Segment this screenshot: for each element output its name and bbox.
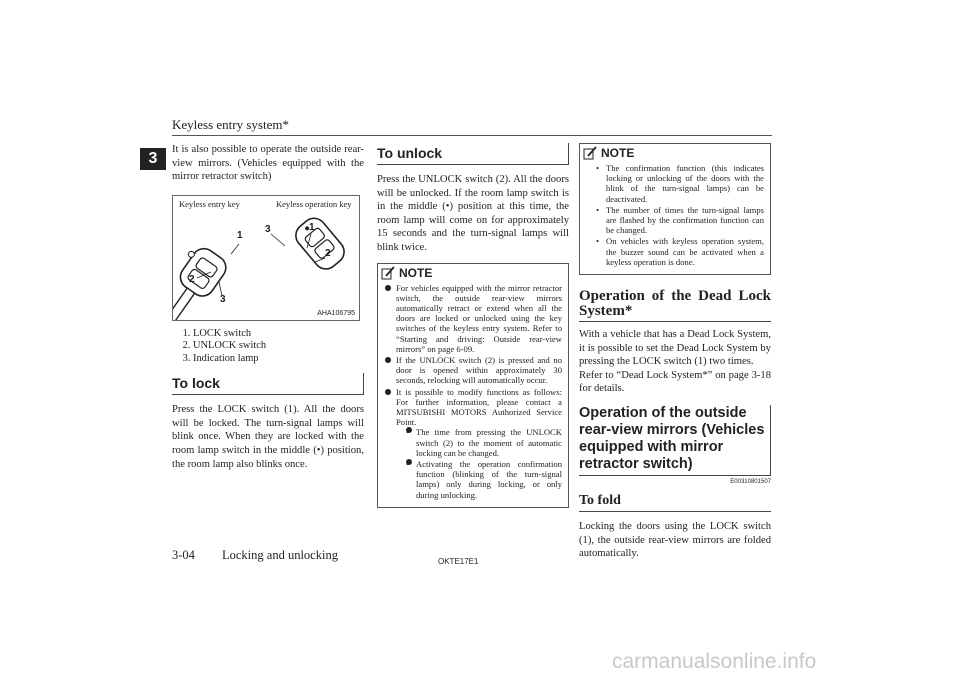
section-code: E00310801507 (730, 479, 771, 485)
note-list (586, 163, 764, 267)
note-item: If the UNLOCK switch (2) is pressed and no door is opened within approximately 30 seconds, relocking will automatically occur. (384, 355, 562, 386)
note-list (384, 283, 562, 500)
note-sublist (396, 427, 562, 499)
callout-2-right: 2 (325, 247, 331, 259)
note-box-right (579, 143, 771, 275)
note-item: • The confirmation function (this indicates locking or unlocking of the doors with the blink of the turn-signal lamps) can be deactivated. (596, 163, 764, 204)
dead-lock-heading-line1 (579, 289, 771, 304)
note-subitem: • Activating the operation confirmation function (blinking of the turn-signal lamps) only during locking, or only during unlocking. (406, 459, 562, 500)
figure-id: AHA106795 (317, 309, 355, 317)
page-header (172, 117, 772, 136)
note-item: For vehicles equipped with the mirror retractor switch, the outside rear-view mirrors automatically retract or extend when all the doors are locked or unlocked using the key switches of the keyless entry system. Refer to “Starting and driving: Outside rear-view mirrors” on page 6-09. (384, 283, 562, 354)
callout-1-right: 1 (309, 221, 315, 233)
figure-legend (172, 328, 364, 366)
intro-paragraph: It is also possible to operate the outside rear-view mirrors. (Vehicles equipped with the mirror retractor switch) (172, 144, 364, 183)
note-header (583, 146, 764, 160)
page-header-title: Keyless entry system* (172, 117, 289, 132)
note-header (381, 266, 562, 280)
note-item (384, 387, 562, 500)
footer-page-number: 3-04 (172, 548, 195, 562)
note-box (377, 263, 569, 508)
note-label: NOTE (399, 265, 433, 280)
to-unlock-paragraph: Press the UNLOCK switch (2). All the doors will be unlocked. If the room lamp switch is in the middle (•) position at this time, the room lamp will come on for approximately 15 seconds and the turn-signal lamps will blink twice. (377, 174, 569, 253)
mirror-heading: Operation of the outside rear-view mirrors (Vehicles equipped with mirror retractor switch) (579, 405, 765, 472)
note-item-text: It is possible to modify functions as follows: For further information, please contact a MITSUBISHI MOTORS Authorized Service Point. (396, 386, 562, 428)
dead-lock-reference: Refer to “Dead Lock System*” on page 3-18 for details. (579, 369, 771, 395)
to-lock-paragraph: Press the LOCK switch (1). All the doors will be locked. The turn-signal lamps will blink once. When they are locked with the room lamp switch in the middle (•) position, the room lamp also blinks once. (172, 404, 364, 470)
callout-3-left: 3 (220, 293, 226, 305)
pen-note-icon (583, 146, 597, 160)
heading-word: the (671, 288, 692, 305)
dead-lock-paragraph: With a vehicle that has a Dead Lock System, it is possible to set the Dead Lock System by pressing the LOCK switch (1) two times. (579, 329, 771, 368)
to-fold-heading: To fold (579, 493, 771, 512)
watermark: carmanualsonline.info (612, 650, 817, 673)
heading-word: Dead (698, 288, 732, 305)
figure-caption-right: Keyless operation key (276, 198, 352, 209)
dead-lock-heading (579, 289, 771, 322)
heading-word: of (651, 288, 665, 305)
mirror-heading-box (579, 405, 771, 476)
pen-note-icon (381, 266, 395, 280)
legend-item: 1. LOCK switch (193, 328, 364, 341)
footer-doc-code: OKTE17E1 (438, 557, 479, 566)
note-subitem: • The time from pressing the UNLOCK switch (2) to the moment of automatic locking can be changed. (406, 427, 562, 458)
chapter-tab: 3 (140, 148, 166, 170)
legend-item: 2. UNLOCK switch (193, 340, 364, 353)
footer-section-title: Locking and unlocking (222, 548, 338, 562)
heading-word: Lock (738, 288, 771, 305)
to-unlock-heading: To unlock (377, 143, 569, 165)
callout-3-right: 3 (265, 223, 271, 235)
note-label: NOTE (601, 146, 635, 160)
legend-item: 3. Indication lamp (193, 353, 364, 366)
callout-2-left: 2 (189, 273, 195, 285)
note-item: • On vehicles with keyless operation system, the buzzer sound can be activated when a keyless operation is done. (596, 236, 764, 267)
note-item: • The number of times the turn-signal lamps are flashed by the confirmation function can be changed. (596, 205, 764, 236)
to-lock-heading: To lock (172, 373, 364, 395)
callout-1-left: 1 (237, 229, 243, 241)
column-right (579, 143, 771, 561)
keyless-entry-key-drawing (173, 241, 230, 320)
dead-lock-heading-line2: System* (579, 303, 633, 320)
keys-illustration (173, 196, 359, 320)
keyless-operation-key-drawing (291, 213, 349, 273)
heading-word: Operation (579, 288, 645, 305)
to-fold-paragraph: Locking the doors using the LOCK switch (1), the outside rear-view mirrors are folded automatically. (579, 521, 771, 560)
figure-caption-left: Keyless entry key (179, 198, 240, 209)
column-middle (377, 143, 569, 508)
key-figure (172, 195, 360, 321)
column-left (172, 143, 364, 471)
